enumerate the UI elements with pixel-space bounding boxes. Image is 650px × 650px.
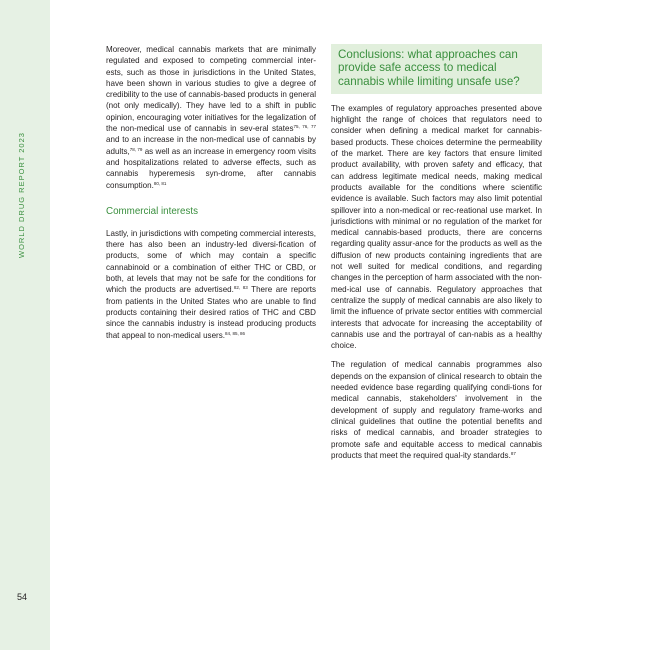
conclusions-title: Conclusions: what approaches can provide safe access to medical cannabis while limiting unsafe use? (338, 48, 520, 88)
footnote-ref: 87 (510, 450, 516, 456)
footnote-ref: 84, 85, 86 (225, 330, 246, 336)
right-column (331, 44, 542, 461)
paragraph-text: The regulation of medical cannabis programmes also depends on the expansion of clinical research to obtain the needed evidence base regarding qualifying condi-tions for medical cannabis, stakeholders' involvement in the development of supply and regulatory frame-works and clinical guidelines that outline the potential benefits and risks of medical cannabis, and broader strategies to promote safe and equitable access to medical cannabis products that meet the required qual-ity standards. (331, 360, 542, 460)
paragraph-text: Moreover, medical cannabis markets that are minimally regulated and exposed to competing commercial inter-ests, such as those in jurisdictions in the United States, have been shown in various studies to give a degree of credibility to the use of cannabis-based products in general (not only medically). They have led to a shift in public opinion, encouraging voter initiatives for the legalization of the non-medical use of cannabis in sev-eral states (106, 45, 316, 134)
page-sidebar (0, 0, 50, 650)
body-paragraph (331, 359, 542, 461)
footnote-ref: 78, 79 (129, 146, 143, 152)
body-paragraph (106, 44, 316, 191)
paragraph-text: as well as an increase in emergency room visits and hospitalizations related to adverse effects, such as cannabis hyperemesis syn-drome, after cannabis consumption. (106, 146, 316, 190)
running-head: WORLD DRUG REPORT 2023 (17, 132, 26, 258)
paragraph-text: Lastly, in jurisdictions with competing commercial interests, there has also been an industry-led diversi-fication of products, some of which may contain a specific cannabinoid or a combination of either THC or CBD, or both, at levels that may not be safe for the conditions for which the products are advertised. (106, 228, 316, 295)
page-number: 54 (17, 592, 28, 602)
footnote-ref: 75, 76, 77 (293, 124, 316, 130)
body-paragraph (106, 228, 316, 341)
paragraph-text: and to an increase in the non-medical use of cannabis by adults, (106, 135, 316, 156)
footnote-ref: 80, 81 (153, 180, 167, 186)
conclusions-box (331, 44, 542, 94)
paragraph-gap (331, 351, 542, 359)
section-heading: Commercial interests (106, 205, 199, 217)
body-paragraph: The examples of regulatory approaches presented above highlight the range of choices that regulators need to consider when defining a medical market for cannabis-based products. These choices determine the permeability of the market. There are key factors that ensure limited product availability, with proven safety and efficacy, that can address legitimate medical needs, making medical products available for the conditions where scientific evidence is available. Such factors may also limit potential spillover into a non-medical or rec-reational use market. In jurisdictions with minimal or no regulation of the market for medical cannabis-based products, there are concerns regarding quality assur-ance for the products as well as the diffusion of new products containing ingredients that are not well suited for medical conditions, and regarding changes in the perception of harm associated with the non-med-ical use of cannabis. Regulatory approaches that centralize the supply of medical cannabis are also likely to limit the influence of private sector entities with commercial interests that advocate for increasing the acceptability of cannabis use and the portrayal of can-nabis as a healthy choice. (331, 103, 542, 351)
left-column (106, 44, 316, 341)
paragraph-text: There are reports from patients in the United States who are unable to find products containing their desired ratios of THC and CBD since the cannabis industry is instead producing products that appeal to non-medical users. (106, 285, 316, 340)
footnote-ref: 82, 83 (233, 285, 248, 291)
